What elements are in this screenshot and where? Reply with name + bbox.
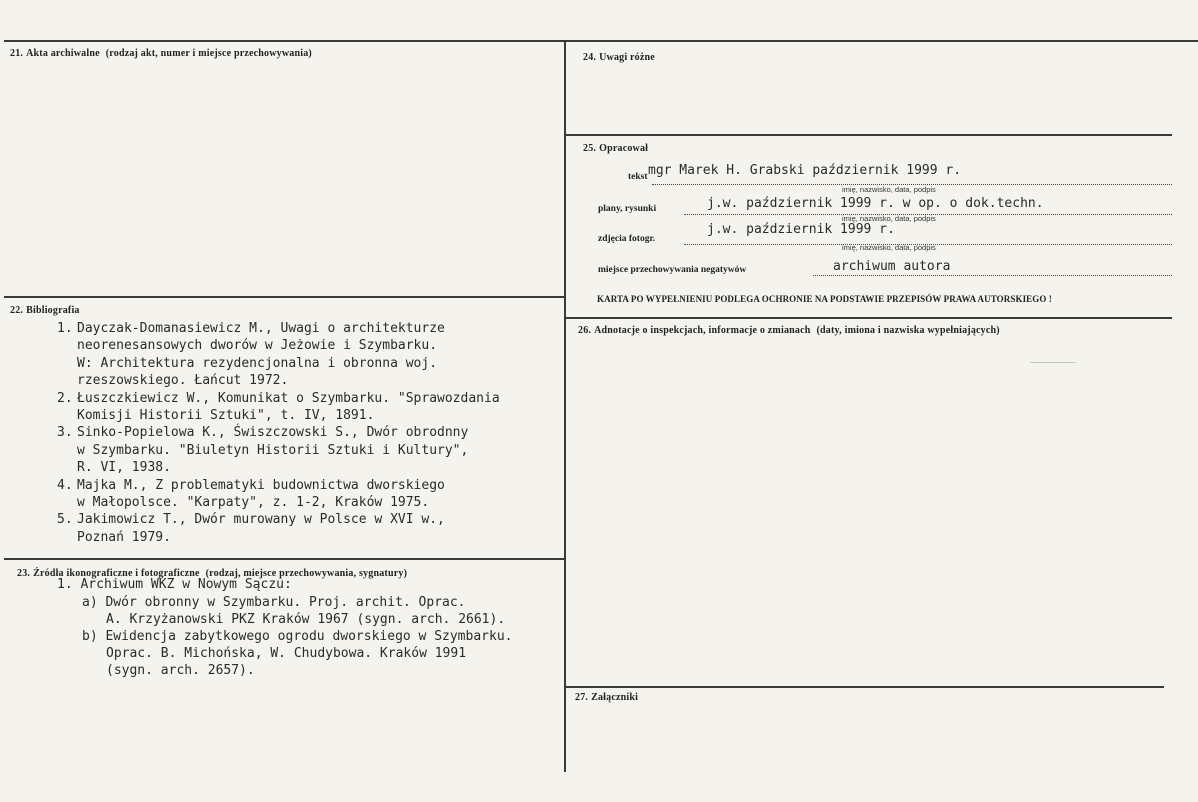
entry-number: 3. — [57, 425, 73, 441]
section-subtitle: (rodzaj akt, numer i miejsce przechowywania) — [105, 48, 312, 59]
section-title: Załączniki — [591, 692, 639, 703]
bibliography-entry — [57, 320, 500, 390]
bibliography-entry — [57, 511, 500, 546]
miejsce-label: miejsce przechowywania negatywów — [598, 265, 747, 275]
entry-line: Łuszczkiewicz W., Komunikat o Szymbarku. "Sprawozdania — [77, 390, 500, 406]
entry-line: Majka M., Z problematyki budownictwa dworskiego — [77, 477, 445, 493]
section-number: 22. — [10, 305, 24, 316]
sources-line-b2: Oprac. B. Michońska, W. Chudybowa. Kraków 1991 — [106, 646, 467, 661]
sources-line-a1: a) Dwór obronny w Szymbarku. Proj. archit. Oprac. — [82, 595, 466, 610]
entry-line: Jakimowicz T., Dwór murowany w Polsce w XVI w., — [77, 512, 445, 528]
section-number: 21. — [10, 48, 24, 59]
section-27-label — [575, 692, 638, 703]
plany-label: plany, rysunki — [598, 204, 657, 214]
entry-number: 5. — [57, 512, 73, 528]
faint-mark — [1030, 362, 1076, 363]
miejsce-value: archiwum autora — [833, 259, 951, 274]
section-22-label — [10, 305, 80, 316]
sources-line-b3: (sygn. arch. 2657). — [106, 663, 255, 678]
section-number: 24. — [583, 52, 597, 63]
divider-21-22 — [4, 296, 566, 298]
section-26-label — [578, 325, 1000, 336]
entry-line: Poznań 1979. — [77, 529, 171, 545]
bibliography-list — [57, 320, 500, 546]
section-25-label — [583, 143, 648, 154]
entry-number: 4. — [57, 477, 73, 493]
entry-line: R. VI, 1938. — [77, 460, 171, 476]
bibliography-entry — [57, 390, 500, 425]
entry-number: 2. — [57, 390, 73, 406]
center-divider — [564, 40, 566, 772]
section-subtitle: (daty, imiona i nazwiska wypełniających) — [816, 325, 1000, 336]
entry-text — [77, 424, 468, 476]
entry-line: w Szymbarku. "Biuletyn Historii Sztuki i Kultury", — [77, 442, 469, 458]
divider-25-26 — [566, 317, 1172, 319]
entry-text — [77, 511, 445, 546]
zdjecia-value: j.w. październik 1999 r. — [707, 222, 895, 237]
section-21-label — [10, 48, 312, 59]
zdjecia-label: zdjęcia fotogr. — [598, 234, 656, 244]
entry-line: w Małopolsce. "Karpaty", z. 1-2, Kraków 1975. — [77, 495, 430, 511]
sources-line-1: 1. Archiwum WKZ w Nowym Sączu: — [57, 577, 292, 592]
section-title: Adnotacje o inspekcjach, informacje o zmianach — [594, 325, 811, 336]
plany-value: j.w. październik 1999 r. w op. o dok.techn. — [707, 196, 1044, 211]
section-number: 27. — [575, 692, 589, 703]
section-title: Akta archiwalne — [26, 48, 100, 59]
sources-line-b1: b) Ewidencja zabytkowego ogrodu dworskiego w Szymbarku. — [82, 629, 513, 644]
entry-line: Komisji Historii Sztuki", t. IV, 1891. — [77, 408, 375, 424]
entry-line: Dayczak-Domanasiewicz M., Uwagi o architekturze — [77, 321, 445, 336]
copyright-warning: KARTA PO WYPEŁNIENIU PODLEGA OCHRONIE NA PODSTAWIE PRZEPISÓW PRAWA AUTORSKIEGO ! — [597, 294, 1052, 304]
divider-22-23 — [4, 558, 566, 560]
section-title: Źródła ikonograficzne i fotograficzne — [33, 568, 200, 579]
tekst-label: tekst — [628, 172, 648, 182]
entry-number: 1. — [57, 321, 73, 336]
divider-24-25 — [566, 134, 1172, 136]
entry-line: Sinko-Popielowa K., Świszczowski S., Dwór obrodnny — [77, 425, 469, 441]
entry-text — [77, 320, 445, 390]
plany-hint: imię, nazwisko, data, podpis — [842, 214, 936, 223]
miejsce-dotted-line — [813, 275, 1172, 276]
section-number: 26. — [578, 325, 592, 336]
entry-line: W: Architektura rezydencjonalna i obronna woj. — [77, 355, 438, 371]
divider-26-27 — [566, 686, 1164, 688]
section-title: Opracował — [599, 143, 649, 154]
bibliography-entry — [57, 477, 500, 512]
tekst-hint: imię, nazwisko, data, podpis — [842, 185, 936, 194]
section-number: 25. — [583, 143, 597, 154]
entry-line: rzeszowskiego. Łańcut 1972. — [77, 373, 289, 389]
bibliography-entry — [57, 424, 500, 476]
top-border — [4, 40, 1198, 42]
tekst-value: mgr Marek H. Grabski październik 1999 r. — [648, 163, 962, 178]
entry-line: neorenesansowych dworów w Jeżowie i Szymbarku. — [77, 338, 438, 354]
entry-text — [77, 477, 445, 512]
section-title: Bibliografia — [26, 305, 80, 316]
section-title: Uwagi różne — [599, 52, 655, 63]
section-number: 23. — [17, 568, 31, 579]
section-subtitle: (rodzaj, miejsce przechowywania, sygnatury) — [205, 568, 408, 579]
section-24-label — [583, 52, 655, 63]
entry-text — [77, 390, 500, 425]
zdjecia-hint: imię, nazwisko, data, podpis — [842, 243, 936, 252]
sources-line-a2: A. Krzyżanowski PKZ Kraków 1967 (sygn. arch. 2661). — [106, 612, 506, 627]
